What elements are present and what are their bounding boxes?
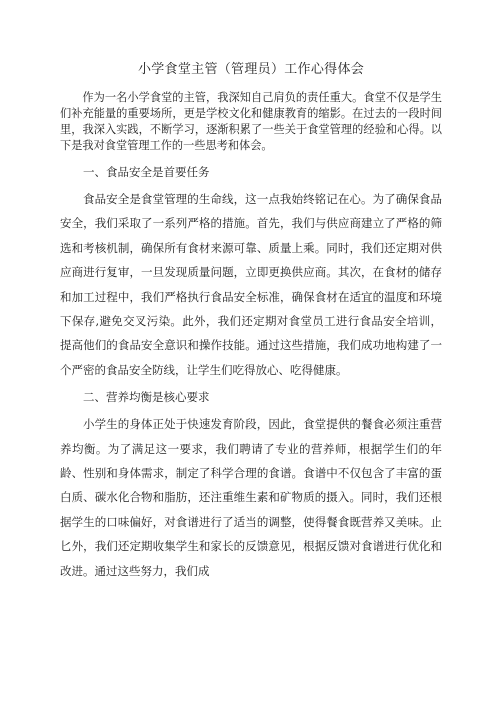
section-body-food-safety: 食品安全是食堂管理的生命线，这一点我始终铭记在心。为了确保食品安全，我们采取了一系列严格的措施。首先，我们与供应商建立了严格的筛选和考核机制，确保所有食材来源可靠、质量上乘。同时，我们还定期对供应商进行复审，一旦发现质量问题，立即更换供应商。其次，在食材的储存和加工过程中，我们严格执行食品安全标准，确保食材在适宜的温度和环境下保存,避免交叉污染。此外，我们还定期对食堂员工进行食品安全培训，提高他们的食品安全意识和操作技能。通过这些措施，我们成功地构建了一个严密的食品安全防线，让学生们吃得放心、吃得健康。 — [60, 192, 442, 377]
section-heading-food-safety: 一、食品安全是首要任务 — [83, 165, 210, 179]
section-heading-nutrition: 二、营养均衡是核心要求 — [83, 390, 210, 405]
document-title: 小学食堂主管（管理员）工作心得体会 — [137, 62, 365, 77]
intro-paragraph: 作为一名小学食堂的主管，我深知自己肩负的责任重大。食堂不仅是学生们补充能量的重要场所，更是学校文化和健康教育的缩影。在过去的一段时间里，我深入实践，不断学习，逐渐积累了一些关于食堂管理的经验和心得。以下是我对食堂管理工作的一些思考和体会。 — [60, 91, 442, 152]
document-content — [60, 60, 442, 587]
section-body-nutrition: 小学生的身体正处于快速发育阶段，因此，食堂提供的餐食必须注重营养均衡。为了满足这一要求，我们聘请了专业的营养师，根据学生们的年龄、性别和身体需求，制定了科学合理的食谱。食谱中不仅包含了丰富的蛋白质、碳水化合物和脂肪，还注重维生素和矿物质的摄入。同时，我们还根据学生的口味偏好，对食谱进行了适当的调整，使得餐食既营养又美味。止匕外，我们还定期收集学生和家长的反馈意见，根据反馈对食谱进行优化和改进。通过这些努力，我们成 — [60, 417, 442, 578]
